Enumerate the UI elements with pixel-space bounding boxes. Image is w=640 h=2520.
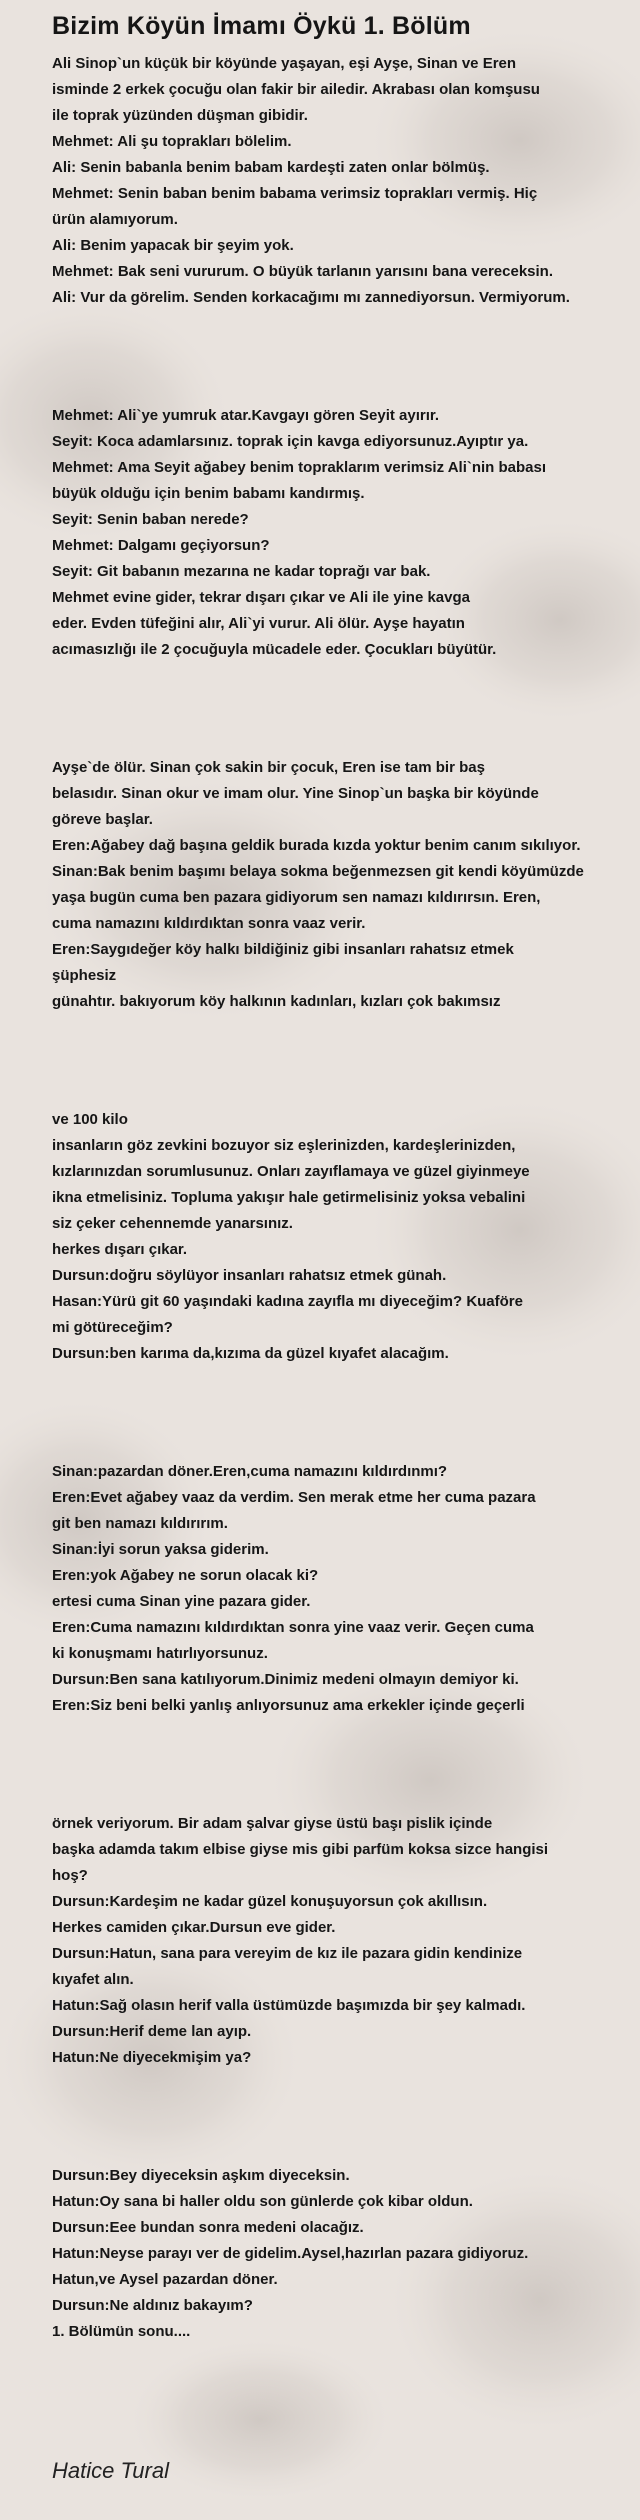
story-section-6 [52, 1811, 620, 2071]
story-section-7 [52, 2163, 620, 2345]
text-line: başka adamda takım elbise giyse mis gibi parfüm koksa sizce hangisi [52, 1841, 549, 1858]
text-line: Dursun:Ne aldınız bakayım? [52, 2297, 253, 2314]
text-line: Seyit: Senin baban nerede? [52, 511, 249, 528]
text-line: ve 100 kilo [52, 1111, 128, 1128]
text-line: şüphesiz [52, 967, 117, 984]
text-line: Ayşe`de ölür. Sinan çok sakin bir çocuk, Eren ise tam bir baş [52, 759, 485, 776]
text-line: Hatun:Ne diyecekmişim ya? [52, 2049, 252, 2066]
text-line: Ali Sinop`un küçük bir köyünde yaşayan, eşi Ayşe, Sinan ve Eren [52, 55, 517, 72]
story-section-5 [52, 1459, 620, 1719]
text-line: Mehmet: Senin baban benim babama verimsiz toprakları vermiş. Hiç [52, 185, 538, 202]
text-line: Hatun:Oy sana bi haller oldu son günlerde çok kibar oldun. [52, 2193, 473, 2210]
text-line: cuma namazını kıldırdıktan sonra vaaz verir. [52, 915, 366, 932]
text-line: Mehmet evine gider, tekrar dışarı çıkar ve Ali ile yine kavga [52, 589, 470, 606]
story-section-3 [52, 755, 620, 1015]
text-line: Eren:yok Ağabey ne sorun olacak ki? [52, 1567, 319, 1584]
author-name: Hatice Tural [52, 2458, 169, 2483]
story-section-2 [52, 403, 620, 663]
text-line: Mehmet: Ama Seyit ağabey benim topraklarım verimsiz Ali`nin babası [52, 459, 547, 476]
text-line: hoş? [52, 1867, 88, 1884]
text-line: ikna etmelisiniz. Topluma yakışır hale getirmelisiniz yoksa vebalini [52, 1189, 526, 1206]
text-line: Hasan:Yürü git 60 yaşındaki kadına zayıfla mı diyeceğim? Kuaföre [52, 1293, 523, 1310]
text-line: ki konuşmamı hatırlıyorsunuz. [52, 1645, 268, 1662]
text-line: Dursun:doğru söylüyor insanları rahatsız etmek günah. [52, 1267, 447, 1284]
text-line: Ali: Senin babanla benim babam kardeşti zaten onlar bölmüş. [52, 159, 490, 176]
text-line: Sinan:Bak benim başımı belaya sokma beğenmezsen git kendi köyümüzde [52, 863, 584, 880]
text-line: Seyit: Git babanın mezarına ne kadar toprağı var bak. [52, 563, 431, 580]
text-line: Eren:Ağabey dağ başına geldik burada kızda yoktur benim canım sıkılıyor. [52, 837, 581, 854]
text-line: Ali: Benim yapacak bir şeyim yok. [52, 237, 294, 254]
text-line: Eren:Saygıdeğer köy halkı bildiğiniz gibi insanları rahatsız etmek [52, 941, 514, 958]
page-title: Bizim Köyün İmamı Öykü 1. Bölüm [52, 12, 471, 40]
text-line: Dursun:Eee bundan sonra medeni olacağız. [52, 2219, 364, 2236]
text-line: kızlarınızdan sorumlusunuz. Onları zayıflamaya ve güzel giyinmeye [52, 1163, 530, 1180]
text-line: Herkes camiden çıkar.Dursun eve gider. [52, 1919, 336, 1936]
text-line: Mehmet: Bak seni vururum. O büyük tarlanın yarısını bana vereceksin. [52, 263, 554, 280]
text-line: Dursun:Ben sana katılıyorum.Dinimiz medeni olmayın demiyor ki. [52, 1671, 519, 1688]
text-line: yaşa bugün cuma ben pazara gidiyorum sen namazı kıldırırsın. Eren, [52, 889, 541, 906]
text-line: belasıdır. Sinan okur ve imam olur. Yine Sinop`un başka bir köyünde [52, 785, 539, 802]
text-line: mi götüreceğim? [52, 1319, 173, 1336]
text-line: acımasızlığı ile 2 çocuğuyla mücadele eder. Çocukları büyütür. [52, 641, 497, 658]
text-line: Hatun:Neyse parayı ver de gidelim.Aysel,hazırlan pazara gidiyoruz. [52, 2245, 529, 2262]
text-line: Sinan:pazardan döner.Eren,cuma namazını kıldırdınmı? [52, 1463, 448, 1480]
text-line: Seyit: Koca adamlarsınız. toprak için kavga ediyorsunuz.Ayıptır ya. [52, 433, 529, 450]
text-line: siz çeker cehennemde yanarsınız. [52, 1215, 293, 1232]
text-line: Dursun:ben karıma da,kızıma da güzel kıyafet alacağım. [52, 1345, 449, 1362]
text-line: Mehmet: Dalgamı geçiyorsun? [52, 537, 270, 554]
text-line: Hatun:Sağ olasın herif valla üstümüzde başımızda bir şey kalmadı. [52, 1997, 526, 2014]
text-line: 1. Bölümün sonu.... [52, 2323, 191, 2340]
text-line: Mehmet: Ali şu toprakları bölelim. [52, 133, 292, 150]
text-line: Ali: Vur da görelim. Senden korkacağımı mı zannediyorsun. Vermiyorum. [52, 289, 570, 306]
text-line: ertesi cuma Sinan yine pazara gider. [52, 1593, 311, 1610]
text-line: Eren:Siz beni belki yanlış anlıyorsunuz ama erkekler içinde geçerli [52, 1697, 525, 1714]
text-line: Mehmet: Ali`ye yumruk atar.Kavgayı gören Seyit ayırır. [52, 407, 440, 424]
text-line: büyük olduğu için benim babamı kandırmış. [52, 485, 365, 502]
story-section-4 [52, 1107, 620, 1367]
text-line: Sinan:İyi sorun yaksa giderim. [52, 1541, 269, 1558]
text-line: eder. Evden tüfeğini alır, Ali`yi vurur. Ali ölür. Ayşe hayatın [52, 615, 465, 632]
text-line: göreve başlar. [52, 811, 153, 828]
text-line: ürün alamıyorum. [52, 211, 178, 228]
text-line: Eren:Evet ağabey vaaz da verdim. Sen merak etme her cuma pazara [52, 1489, 536, 1506]
text-line: Dursun:Herif deme lan ayıp. [52, 2023, 252, 2040]
text-line: herkes dışarı çıkar. [52, 1241, 188, 1258]
story-section-1 [52, 51, 620, 311]
text-line: insanların göz zevkini bozuyor siz eşlerinizden, kardeşlerinizden, [52, 1137, 516, 1154]
text-line: Dursun:Bey diyeceksin aşkım diyeceksin. [52, 2167, 350, 2184]
text-line: Eren:Cuma namazını kıldırdıktan sonra yine vaaz verir. Geçen cuma [52, 1619, 534, 1636]
text-line: kıyafet alın. [52, 1971, 134, 1988]
text-line: Hatun,ve Aysel pazardan döner. [52, 2271, 278, 2288]
text-line: isminde 2 erkek çocuğu olan fakir bir ailedir. Akrabası olan komşusu [52, 81, 540, 98]
text-line: Dursun:Kardeşim ne kadar güzel konuşuyorsun çok akıllısın. [52, 1893, 488, 1910]
text-line: git ben namazı kıldırırım. [52, 1515, 228, 1532]
text-line: ile toprak yüzünden düşman gibidir. [52, 107, 308, 124]
text-line: örnek veriyorum. Bir adam şalvar giyse üstü başı pislik içinde [52, 1815, 493, 1832]
text-line: Dursun:Hatun, sana para vereyim de kız ile pazara gidin kendinize [52, 1945, 523, 1962]
text-line: günahtır. bakıyorum köy halkının kadınları, kızları çok bakımsız [52, 993, 501, 1010]
